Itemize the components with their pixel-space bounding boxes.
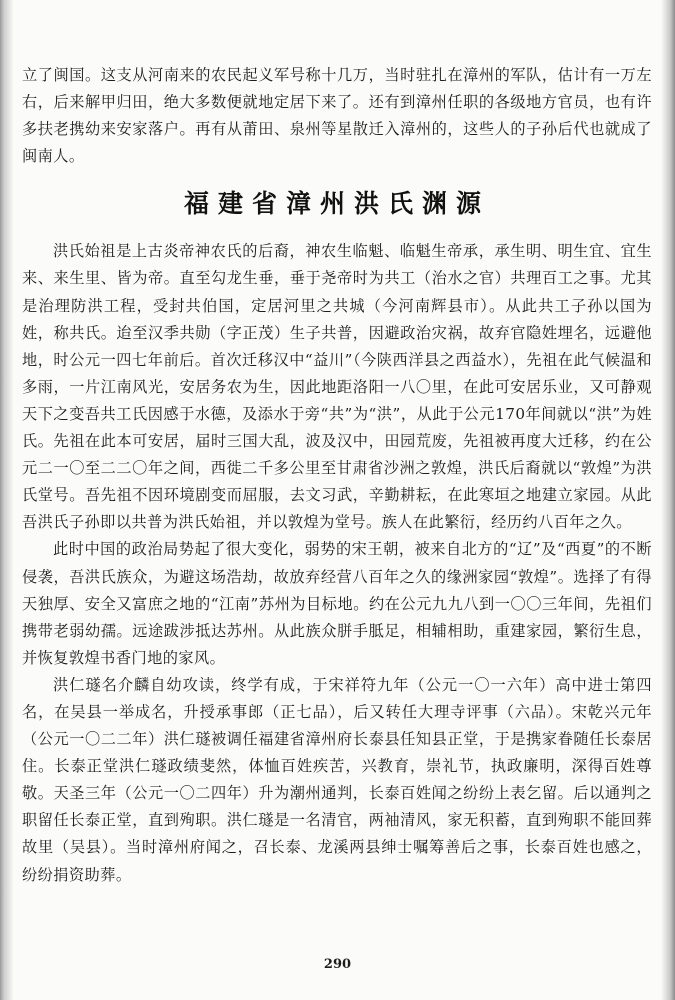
right-page-edge-shadow — [661, 0, 675, 1000]
paragraph-origin: 洪氏始祖是上古炎帝神农氏的后裔，神农生临魁、临魁生帝承，承生明、明生宜、宜生来、来生里、皆为帝。直至勾龙生垂，垂于尧帝时为共工（治水之官）共理百工之事。尤其是治理防洪工程，受封共伯国，定居河里之共城（今河南辉县市）。从此共工子孙以国为姓，称共氏。迨至汉季共勋（字正茂）生子共普，因避政治灾祸，故弃官隐姓埋名，远避他地，时公元一四七年前后。首次迁移汉中“益川”（今陕西洋县之西益水），先祖在此气候温和多雨，一片江南风光，安居务农为生，因此地距洛阳一八〇里，在此可安居乐业，又可静观天下之变吾共工氏因感于水德，及添水于旁“共”为“洪”，从此于公元170年间就以“洪”为姓氏。先祖在此本可安居，届时三国大乱，波及汉中，田园荒废，先祖被再度大迁移，约在公元二一〇至二二〇年之间，西徙二千多公里至甘肃省沙洲之敦煌，洪氏后裔就以“敦煌”为洪氏堂号。吾先祖不因环境剧变而屈服，去文习武，辛勤耕耘，在此寒垣之地建立家园。从此吾洪氏子孙即以共普为洪氏始祖，并以敦煌为堂号。族人在此繁衍，经历约八百年之久。 — [22, 242, 652, 532]
left-page-edge-shadow — [0, 0, 14, 1000]
paragraph-hong-renshui: 洪仁璲名介麟自幼攻读，终学有成，于宋祥符九年（公元一〇一六年）高中进士第四名，在吴县一举成名，升授承事郎（正七品），后又转任大理寺评事（六品）。宋乾兴元年（公元一〇二二年）洪仁璲被调任福建省漳州府长泰县任知县正堂，于是携家眷随任长泰居住。长泰正堂洪仁璲政绩斐然，体恤百姓疾苦，兴教育，崇礼节，执政廉明，深得百姓尊敬。天圣三年（公元一〇二四年）升为潮州通判，长泰百姓闻之纷纷上表乞留。后以通判之职留任长泰正堂，直到殉职。洪仁璲是一名清官，两袖清风，家无积蓄，直到殉职不能回葬故里（吴县）。当时漳州府闻之，召长泰、龙溪两县绅士嘱筹善后之事，长泰百姓也感之，纷纷捐资助葬。 — [22, 675, 652, 884]
page-number: 290 — [323, 957, 352, 972]
intro-paragraph: 立了闽国。这支从河南来的农民起义军号称十几万，当时驻扎在漳州的军队，估计有一万左右，后来解甲归田，绝大多数便就地定居下来了。还有到漳州任职的各级地方官员，也有许多扶老携幼来安家落户。再有从莆田、泉州等星散迁入漳州的，这些人的子孙后代也就成了闽南人。 — [22, 66, 652, 166]
section-title: 福建省漳州洪氏渊源 — [183, 189, 490, 219]
page-content — [22, 62, 652, 889]
paragraph-migration: 此时中国的政治局势起了很大变化，弱势的宋王朝，被来自北方的“辽”及“西夏”的不断侵袭，吾洪氏族众，为避这场浩劫，故放弃经营八百年之久的缘洲家园“敦煌”。选择了有得天独厚、安全又富庶之地的“江南”苏州为目标地。约在公元九九八到一〇〇三年间，先祖们携带老弱幼孺。远途跋涉抵达苏州。从此族众胼手胝足，相辅相助，重建家园，繁衍生息，并恢复敦煌书香门地的家风。 — [22, 540, 652, 667]
